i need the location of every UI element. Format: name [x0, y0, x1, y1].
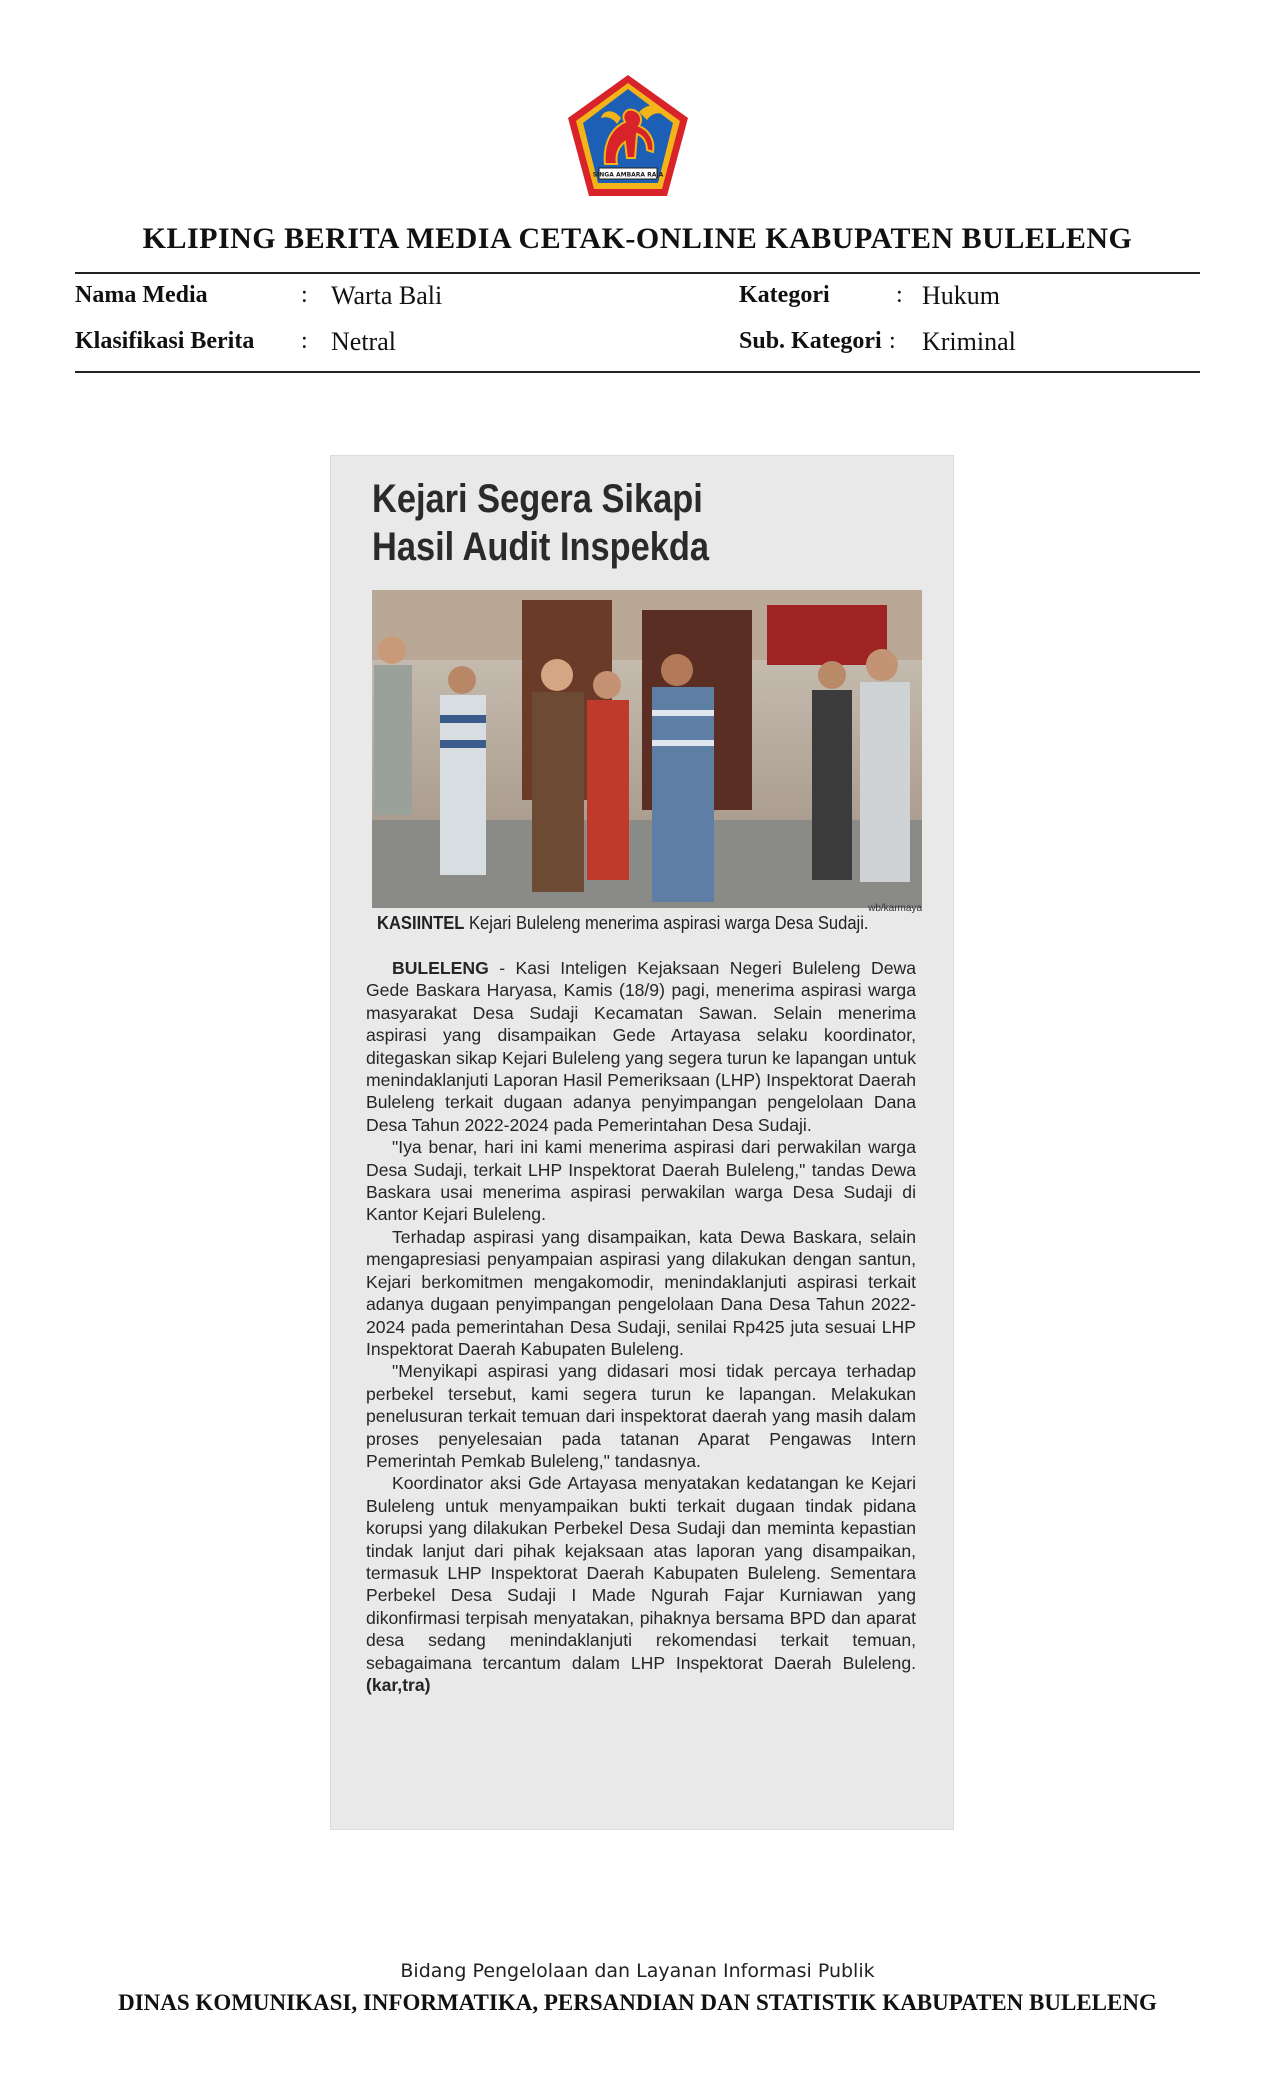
colon: : [889, 328, 896, 354]
top-divider [75, 272, 1200, 274]
colon: : [896, 282, 903, 308]
article-body [366, 957, 916, 1696]
paragraph-1: BULELENG - Kasi Inteligen Kejaksaan Negeri Buleleng Dewa Gede Baskara Haryasa, Kamis (18/9) pagi, menerima aspirasi warga masyarakat Desa Sudaji Kecamatan Sawan. Selain menerima aspirasi yang disampaikan Gede Artayasa selaku koordinator, ditegaskan sikap Kejari Buleleng yang segera turun ke lapangan untuk menindaklanjuti Laporan Hasil Pemeriksaan (LHP) Inspektorat Daerah Buleleng terkait dugaan adanya penyimpangan pengelolaan Dana Desa Tahun 2022-2024 pada Pemerintahan Desa Sudaji. [366, 958, 916, 1135]
document-title: KLIPING BERITA MEDIA CETAK-ONLINE KABUPATEN BULELENG [142, 222, 1133, 255]
paragraph-5: Koordinator aksi Gde Artayasa menyatakan kedatangan ke Kejari Buleleng untuk menyampaikan bukti terkait dugaan tindak pidana korupsi yang dilakukan Perbekel Desa Sudaji dan meminta kepastian tindak lanjut dari pihak kejaksaan atas laporan yang disampaikan, termasuk LHP Inspektorat Daerah Kabupaten Buleleng. Sementara Perbekel Desa Sudaji I Made Ngurah Fajar Kurniawan yang dikonfirmasi terpisah menyatakan, pihaknya bersama BPD dan aparat desa sedang menindaklanjuti rekomendasi terkait temuan, sebagaimana tercantum dalam LHP Inspektorat Daerah Buleleng. (kar,tra) [366, 1473, 916, 1695]
klasifikasi-berita-value: Netral [331, 327, 396, 356]
bottom-divider [75, 371, 1200, 373]
logo-motto: SINGA AMBARA RAJA [592, 171, 664, 179]
colon: : [301, 328, 308, 354]
paragraph-3: Terhadap aspirasi yang disampaikan, kata Dewa Baskara, selain mengapresiasi penyampaian aspirasi yang dilakukan dengan santun, Kejari berkomitmen mengakomodir, menindaklanjuti aspirasi terkait adanya dugaan penyimpangan pengelolaan Dana Desa Tahun 2022-2024 pada pemerintahan Desa Sudaji, senilai Rp425 juta sesuai LHP Inspektorat Daerah Kabupaten Buleleng. [366, 1226, 916, 1359]
footer-unit: Bidang Pengelolaan dan Layanan Informasi Publik [400, 1960, 875, 1982]
colon: : [301, 282, 308, 308]
kategori-label: Kategori [739, 282, 830, 308]
sub-kategori-label: Sub. Kategori [739, 328, 882, 354]
kategori-value: Hukum [922, 281, 1000, 310]
nama-media-value: Warta Bali [331, 281, 443, 310]
caption-lead: KASIINTEL [377, 913, 465, 933]
nama-media-label: Nama Media [75, 282, 208, 308]
headline-line-2: Hasil Audit Inspekda [372, 525, 710, 569]
paragraph-2: "Iya benar, hari ini kami menerima aspirasi dari perwakilan warga Desa Sudaji, terkait LHP Inspektorat Daerah Buleleng," tandas Dewa Baskara usai menerima aspirasi perwakilan warga Desa Sudaji di Kantor Kejari Buleleng. [366, 1137, 916, 1225]
dateline: BULELENG [392, 958, 489, 978]
headline-line-1: Kejari Segera Sikapi [372, 477, 703, 521]
klasifikasi-berita-label: Klasifikasi Berita [75, 328, 255, 354]
footer-agency: DINAS KOMUNIKASI, INFORMATIKA, PERSANDIAN DAN STATISTIK KABUPATEN BULELENG [118, 1990, 1157, 2015]
paragraph-4: "Menyikapi aspirasi yang didasari mosi tidak percaya terhadap perbekel tersebut, kami segera turun ke lapangan. Melakukan penelusuran terkait temuan dari inspektorat daerah yang masih dalam proses penyelesaian pada tatanan Aparat Pengawas Intern Pemerintah Pemkab Buleleng," tandasnya. [366, 1361, 916, 1471]
article-headline [372, 475, 854, 571]
author-signature: (kar,tra) [366, 1675, 431, 1695]
buleleng-emblem-logo [563, 72, 693, 202]
caption-text: Kejari Buleleng menerima aspirasi warga Desa Sudaji. [464, 913, 869, 933]
newspaper-clipping [330, 455, 954, 1830]
sub-kategori-value: Kriminal [922, 327, 1016, 356]
photo-credit: wb/karmaya [868, 903, 922, 914]
photo-caption [377, 913, 892, 934]
article-photo [372, 590, 922, 908]
